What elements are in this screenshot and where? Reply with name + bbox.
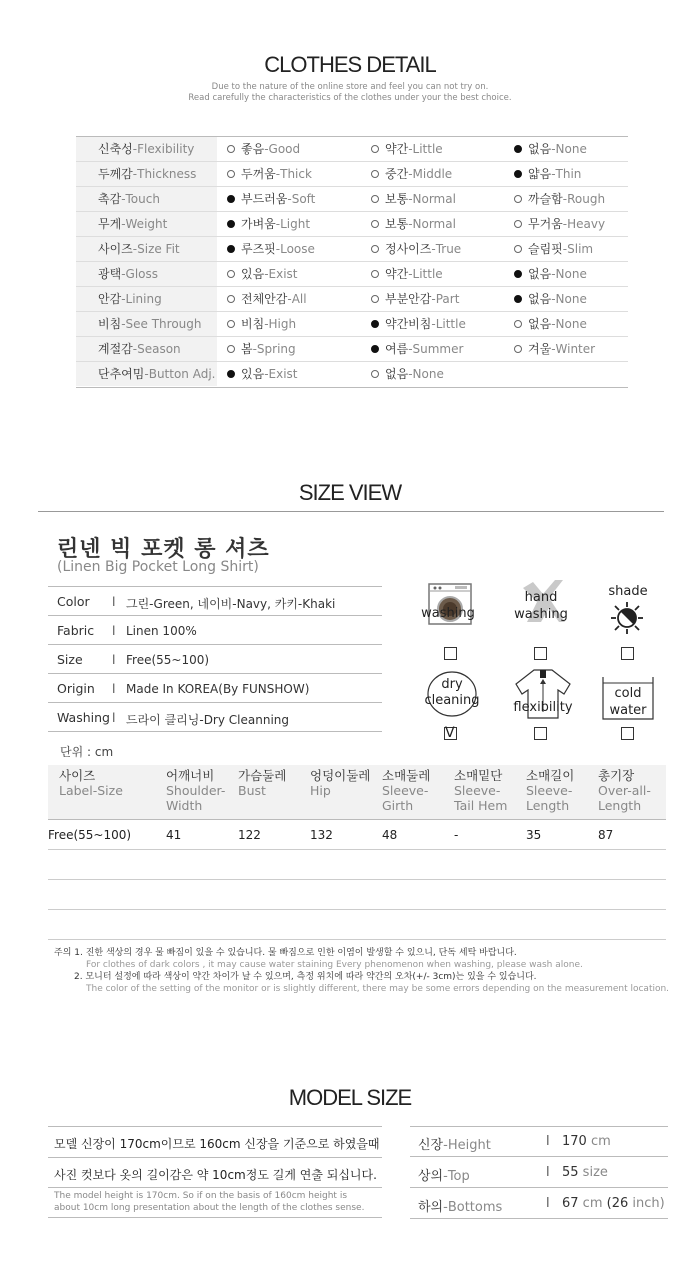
clothes-detail-title: CLOTHES DETAIL <box>264 52 436 77</box>
option-en: -None <box>551 292 587 306</box>
option-en: -Little <box>408 142 443 156</box>
option-en: -Slim <box>562 242 594 256</box>
size-table-cell: 35 <box>526 828 542 842</box>
care-cold-label-1: cold <box>614 686 642 701</box>
model-value-unit: cm <box>578 1196 607 1211</box>
model-label-ko: 신장 <box>418 1138 444 1153</box>
clothes-detail-option <box>371 237 461 261</box>
clothes-detail-option <box>227 237 315 261</box>
clothes-detail-option <box>514 237 593 261</box>
clothes-detail-subtitle-1: Due to the nature of the online store and feel you can not try on. <box>211 82 489 92</box>
header-en-2: Length <box>526 798 570 813</box>
header-en-2: Girth <box>382 798 414 813</box>
model-size-separator: l <box>546 1134 550 1149</box>
clothes-detail-row-label <box>76 312 217 336</box>
clothes-detail-row <box>76 212 628 237</box>
spec-label: Fabric <box>57 623 95 638</box>
row-label-en: -Weight <box>121 217 168 231</box>
size-table-cell: 41 <box>166 828 182 842</box>
clothes-detail-row-label <box>76 237 217 261</box>
radio-empty-icon <box>514 220 522 228</box>
option-ko: 있음 <box>241 367 265 381</box>
model-note-row-3 <box>48 1188 382 1218</box>
spec-label: Size <box>57 652 83 667</box>
spec-separator: l <box>112 681 116 696</box>
clothes-detail-option <box>227 362 298 386</box>
size-table-cell: 122 <box>238 828 261 842</box>
clothes-detail-option <box>227 137 300 161</box>
size-table-cell: 87 <box>598 828 614 842</box>
option-en: -Spring <box>252 342 296 356</box>
clothes-detail-row-label <box>76 137 217 161</box>
clothes-detail-option <box>227 337 296 361</box>
clothes-detail-row <box>76 337 628 362</box>
option-en: -Loose <box>275 242 315 256</box>
spec-row <box>48 645 382 674</box>
spec-separator: l <box>112 623 116 638</box>
option-en: -Winter <box>551 342 596 356</box>
clothes-detail-option <box>371 337 463 361</box>
option-en: -Thin <box>551 167 582 181</box>
clothes-detail-row-label <box>76 162 217 186</box>
radio-empty-icon <box>514 195 522 203</box>
radio-empty-icon <box>371 220 379 228</box>
model-value-unit: cm <box>586 1134 611 1149</box>
option-ko: 없음 <box>528 317 552 331</box>
clothes-detail-option <box>514 187 605 211</box>
radio-empty-icon <box>371 170 379 178</box>
product-name-en: (Linen Big Pocket Long Shirt) <box>57 559 259 575</box>
row-label-ko: 촉감 <box>98 192 122 206</box>
care-dry-label-1: dry <box>441 677 463 692</box>
radio-empty-icon <box>514 320 522 328</box>
row-label-en: -Button Adj. <box>144 367 216 381</box>
header-en-2: Length <box>598 798 642 813</box>
clothes-detail-row <box>76 162 628 187</box>
size-table-cell: - <box>454 828 459 842</box>
row-label-ko: 두께감 <box>98 167 133 181</box>
row-label-ko: 사이즈 <box>98 242 133 256</box>
size-view-divider <box>38 511 664 512</box>
option-en: -Exist <box>264 267 298 281</box>
care-flexibility-label: flexibility <box>513 700 573 715</box>
row-label-ko: 계절감 <box>98 342 133 356</box>
row-label-en: -Lining <box>121 292 162 306</box>
model-label-en: -Height <box>443 1138 491 1153</box>
clothes-detail-row-label <box>76 262 217 286</box>
option-ko: 없음 <box>385 367 409 381</box>
clothes-detail-table <box>76 136 628 388</box>
model-label-en: -Bottoms <box>443 1200 503 1215</box>
spec-separator: l <box>112 710 116 725</box>
option-en: -Part <box>431 292 460 306</box>
clothes-detail-row <box>76 137 628 162</box>
clothes-detail-option <box>371 187 456 211</box>
clothes-detail-row-label <box>76 287 217 311</box>
clothes-detail-option <box>227 212 310 236</box>
option-en: -Heavy <box>562 217 606 231</box>
model-size-value <box>562 1134 611 1149</box>
size-table-empty-row-3 <box>48 910 666 940</box>
care-shade-checkbox <box>621 647 634 660</box>
size-table-header-cell <box>382 768 430 813</box>
option-en: -None <box>551 317 587 331</box>
option-en: -None <box>551 142 587 156</box>
shade-sun-icon <box>610 601 644 635</box>
row-label-ko: 무게 <box>98 217 122 231</box>
spec-value: Free(55~100) <box>126 653 210 667</box>
option-ko: 전체안감 <box>241 292 288 306</box>
radio-filled-icon <box>227 245 235 253</box>
option-ko: 약간 <box>385 267 409 281</box>
radio-filled-icon <box>514 270 522 278</box>
option-ko: 있음 <box>241 267 265 281</box>
note-2-ko: 2. 모니터 설정에 따라 색상이 약간 차이가 날 수 있으며, 측정 위치에 따라 약간의 오차(+/- 3cm)는 있을 수 있습니다. <box>74 972 537 982</box>
size-table-cell: 48 <box>382 828 398 842</box>
row-label-ko: 신축성 <box>98 142 133 156</box>
spec-label: Color <box>57 594 90 609</box>
clothes-detail-row-label <box>76 187 217 211</box>
option-ko: 부분안감 <box>385 292 432 306</box>
clothes-detail-option <box>227 312 296 336</box>
model-size-row <box>410 1189 668 1219</box>
row-label-ko: 안감 <box>98 292 122 306</box>
radio-filled-icon <box>227 195 235 203</box>
header-en-1: Hip <box>310 783 331 798</box>
care-dry-check-mark: V <box>445 725 455 741</box>
model-size-label <box>418 1196 502 1215</box>
size-table-header <box>48 765 666 820</box>
option-ko: 두꺼움 <box>241 167 276 181</box>
spec-value: 그린-Green, 네이비-Navy, 카키-Khaki <box>126 597 336 611</box>
model-value-number: 170 <box>562 1134 587 1149</box>
radio-filled-icon <box>514 145 522 153</box>
clothes-detail-option <box>371 212 456 236</box>
spec-row <box>48 703 382 732</box>
size-table-header-cell <box>598 768 651 813</box>
row-label-ko: 단추여밈 <box>98 367 145 381</box>
size-view-title: SIZE VIEW <box>298 480 402 505</box>
row-label-en: -Thickness <box>132 167 197 181</box>
spec-row <box>48 674 382 703</box>
option-en: -Normal <box>408 217 456 231</box>
header-en-1: Sleeve- <box>526 783 573 798</box>
option-ko: 보통 <box>385 192 409 206</box>
radio-filled-icon <box>227 220 235 228</box>
care-flexibility-checkbox <box>534 727 547 740</box>
radio-filled-icon <box>371 345 379 353</box>
care-hand-label-1: hand <box>524 590 558 605</box>
radio-empty-icon <box>227 295 235 303</box>
spec-value: Linen 100% <box>126 624 197 638</box>
note-1-ko: 주의 1. 진한 색상의 경우 물 빠짐이 있을 수 있습니다. 물 빠짐으로 인한 이염이 발생할 수 있으니, 단독 세탁 바랍니다. <box>54 948 517 958</box>
header-en-1: Bust <box>238 783 266 798</box>
option-en: -Middle <box>408 167 453 181</box>
clothes-detail-option <box>371 362 444 386</box>
option-en: -Exist <box>264 367 298 381</box>
option-en: -Little <box>431 317 466 331</box>
option-ko: 슬림핏 <box>528 242 563 256</box>
clothes-detail-option <box>371 162 452 186</box>
option-ko: 정사이즈 <box>385 242 432 256</box>
clothes-detail-option <box>514 262 587 286</box>
row-label-ko: 광택 <box>98 267 122 281</box>
care-cold-checkbox <box>621 727 634 740</box>
option-en: -High <box>264 317 297 331</box>
clothes-detail-option <box>371 287 459 311</box>
radio-empty-icon <box>514 245 522 253</box>
size-table-empty-row-1 <box>48 850 666 880</box>
option-ko: 얇음 <box>528 167 552 181</box>
clothes-detail-subtitle-2: Read carefully the characteristics of the clothes under your the best choice. <box>188 93 512 103</box>
unit-label: 단위 : cm <box>60 745 114 759</box>
option-en: -None <box>551 267 587 281</box>
row-label-en: -Gloss <box>121 267 158 281</box>
header-en-2: Width <box>166 798 203 813</box>
clothes-detail-option <box>514 312 587 336</box>
clothes-detail-option <box>514 287 587 311</box>
row-label-en: -Size Fit <box>132 242 180 256</box>
option-en: -Rough <box>562 192 606 206</box>
header-en-1: Over-all- <box>598 783 651 798</box>
option-ko: 까슬함 <box>528 192 563 206</box>
header-en-1: Label-Size <box>59 783 123 798</box>
model-note-en-1: The model height is 170cm. So if on the basis of 160cm height is <box>54 1191 348 1201</box>
clothes-detail-option <box>514 162 581 186</box>
clothes-detail-row-label <box>76 337 217 361</box>
clothes-detail-option <box>227 262 298 286</box>
care-washing-label: washing <box>421 606 475 621</box>
option-ko: 가벼움 <box>241 217 276 231</box>
size-table-header-cell <box>238 768 286 798</box>
model-value-number: 67 <box>562 1196 579 1211</box>
size-table-header-cell <box>526 768 574 813</box>
model-label-ko: 하의 <box>418 1200 444 1215</box>
care-dry-label-2: cleaning <box>424 693 480 708</box>
option-en: -Soft <box>287 192 316 206</box>
option-en: -Little <box>408 267 443 281</box>
radio-empty-icon <box>227 345 235 353</box>
clothes-detail-option <box>227 162 312 186</box>
size-table-header-cell <box>454 768 507 813</box>
option-en: -Normal <box>408 192 456 206</box>
option-ko: 약간 <box>385 142 409 156</box>
option-en: -True <box>431 242 462 256</box>
model-value-unit: size <box>578 1165 608 1180</box>
model-size-label <box>418 1134 491 1153</box>
radio-empty-icon <box>227 270 235 278</box>
option-ko: 없음 <box>528 142 552 156</box>
size-table-empty-row-2 <box>48 880 666 910</box>
model-size-title: MODEL SIZE <box>288 1085 412 1110</box>
spec-separator: l <box>112 652 116 667</box>
radio-filled-icon <box>514 170 522 178</box>
model-size-value <box>562 1196 665 1211</box>
clothes-detail-row-label <box>76 362 217 386</box>
model-size-row <box>410 1127 668 1157</box>
option-ko: 겨울 <box>528 342 552 356</box>
model-label-ko: 상의 <box>418 1169 444 1184</box>
option-en: -Light <box>275 217 311 231</box>
model-note-2: 사진 컷보다 옷의 길이감은 약 10cm정도 길게 연출 되십니다. <box>54 1168 377 1182</box>
radio-empty-icon <box>371 145 379 153</box>
radio-filled-icon <box>227 370 235 378</box>
option-ko: 좋음 <box>241 142 265 156</box>
model-note-en-2: about 10cm long presentation about the length of the clothes sense. <box>54 1203 365 1213</box>
size-table-cell: Free(55~100) <box>48 828 132 842</box>
radio-empty-icon <box>227 170 235 178</box>
size-table-cell: 132 <box>310 828 333 842</box>
header-ko: 사이즈 <box>59 768 96 783</box>
product-name-ko: 린넨 빅 포켓 롱 셔츠 <box>57 537 270 562</box>
option-ko: 여름 <box>385 342 409 356</box>
model-value-extra-unit: inch) <box>628 1196 665 1211</box>
clothes-detail-option <box>371 312 466 336</box>
clothes-detail-row <box>76 237 628 262</box>
row-label-en: -Flexibility <box>132 142 195 156</box>
header-ko: 소매밑단 <box>454 768 503 783</box>
radio-filled-icon <box>371 320 379 328</box>
option-ko: 부드러움 <box>241 192 288 206</box>
header-ko: 소매길이 <box>526 768 575 783</box>
spec-label: Washing <box>57 710 110 725</box>
header-en-1: Sleeve- <box>382 783 429 798</box>
option-en: -All <box>287 292 307 306</box>
size-table-header-cell <box>59 768 123 798</box>
model-note-1: 모델 신장이 170cm이므로 160cm 신장을 기준으로 하였을때 <box>54 1137 380 1151</box>
radio-empty-icon <box>514 345 522 353</box>
option-ko: 없음 <box>528 267 552 281</box>
model-note-row-2 <box>48 1158 382 1188</box>
radio-filled-icon <box>514 295 522 303</box>
clothes-detail-option <box>371 137 443 161</box>
model-size-separator: l <box>546 1165 550 1180</box>
row-label-en: -Touch <box>121 192 160 206</box>
header-en-1: Shoulder- <box>166 783 226 798</box>
size-table-header-cell <box>166 768 225 813</box>
model-value-number: 55 <box>562 1165 579 1180</box>
radio-empty-icon <box>371 245 379 253</box>
spec-value: Made In KOREA(By FUNSHOW) <box>126 682 310 696</box>
row-label-ko: 비침 <box>98 317 122 331</box>
note-2-en: The color of the setting of the monitor or is slightly different, there may be some errors depending on the measurement location. <box>86 984 670 994</box>
option-ko: 무거움 <box>528 217 563 231</box>
header-ko: 가슴둘레 <box>238 768 287 783</box>
care-cold-label-2: water <box>609 703 647 718</box>
care-shade-label: shade <box>608 584 648 599</box>
model-size-separator: l <box>546 1196 550 1211</box>
model-note-row-1 <box>48 1127 382 1158</box>
clothes-detail-option <box>371 262 443 286</box>
option-ko: 없음 <box>528 292 552 306</box>
size-table-header-cell <box>310 768 370 798</box>
option-ko: 약간비침 <box>385 317 432 331</box>
clothes-detail-row <box>76 362 628 387</box>
option-en: -Summer <box>408 342 464 356</box>
model-size-label <box>418 1165 470 1184</box>
header-ko: 소매둘레 <box>382 768 431 783</box>
radio-empty-icon <box>371 370 379 378</box>
clothes-detail-option <box>514 212 605 236</box>
option-en: -None <box>408 367 444 381</box>
clothes-detail-option <box>227 287 307 311</box>
option-ko: 봄 <box>241 342 253 356</box>
clothes-detail-row <box>76 262 628 287</box>
option-ko: 중간 <box>385 167 409 181</box>
care-washing-checkbox <box>444 647 457 660</box>
model-size-value <box>562 1165 608 1180</box>
clothes-detail-row-label <box>76 212 217 236</box>
clothes-detail-option <box>514 137 587 161</box>
spec-separator: l <box>112 594 116 609</box>
spec-row <box>48 616 382 645</box>
radio-empty-icon <box>371 195 379 203</box>
care-hand-checkbox <box>534 647 547 660</box>
clothes-detail-row <box>76 287 628 312</box>
model-label-en: -Top <box>443 1169 470 1184</box>
option-ko: 루즈핏 <box>241 242 276 256</box>
option-ko: 비침 <box>241 317 265 331</box>
spec-row <box>48 587 382 616</box>
note-1-en: For clothes of dark colors , it may cause water staining Every phenomenon when washing, please wash alone. <box>86 960 583 970</box>
header-ko: 어깨너비 <box>166 768 215 783</box>
clothes-detail-option <box>514 337 595 361</box>
header-en-2: Tail Hem <box>454 798 508 813</box>
radio-empty-icon <box>227 320 235 328</box>
clothes-detail-row <box>76 187 628 212</box>
option-en: -Good <box>264 142 301 156</box>
option-ko: 보통 <box>385 217 409 231</box>
header-ko: 엉덩이둘레 <box>310 768 371 783</box>
clothes-detail-row <box>76 312 628 337</box>
care-dry-checkbox <box>444 727 457 740</box>
row-label-en: -Season <box>132 342 181 356</box>
radio-empty-icon <box>227 145 235 153</box>
row-label-en: -See Through <box>121 317 202 331</box>
care-hand-label-2: washing <box>514 607 568 622</box>
size-table-row <box>48 820 666 850</box>
option-en: -Thick <box>275 167 312 181</box>
radio-empty-icon <box>371 270 379 278</box>
spec-label: Origin <box>57 681 95 696</box>
model-size-row <box>410 1158 668 1188</box>
clothes-detail-option <box>227 187 315 211</box>
spec-value: 드라이 클리닝-Dry Cleanning <box>126 713 290 727</box>
radio-empty-icon <box>371 295 379 303</box>
model-value-extra: (26 <box>606 1196 629 1211</box>
header-en-1: Sleeve- <box>454 783 501 798</box>
header-ko: 총기장 <box>598 768 635 783</box>
